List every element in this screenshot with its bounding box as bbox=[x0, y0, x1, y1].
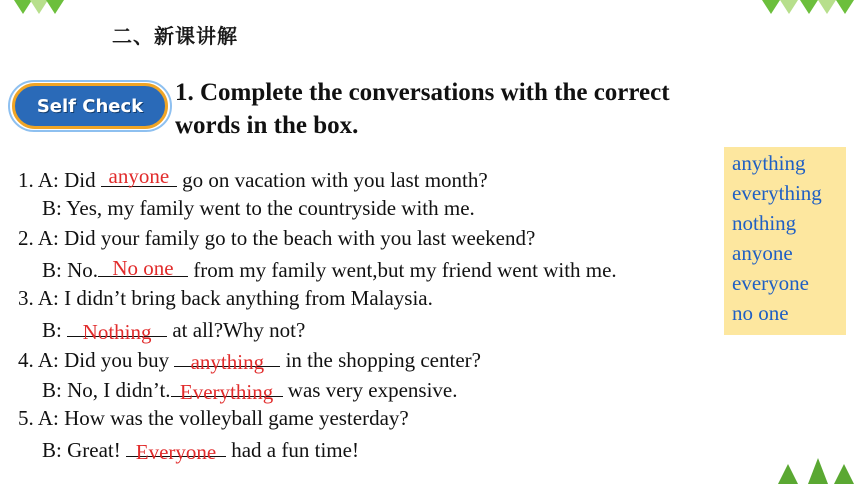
line-text: B: No. bbox=[42, 258, 99, 282]
answer-blank bbox=[126, 436, 226, 464]
badge-label: Self Check bbox=[36, 95, 144, 117]
conversation-line bbox=[42, 316, 305, 343]
line-text: B: No, I didn’t. bbox=[42, 378, 171, 402]
line-text: go on vacation with you last month? bbox=[176, 168, 488, 192]
tree-icon bbox=[834, 464, 854, 484]
word-item: no one bbox=[732, 301, 789, 325]
instruction-heading bbox=[175, 76, 775, 142]
leaf-icon bbox=[836, 0, 854, 14]
line-text: at all?Why not? bbox=[167, 318, 306, 342]
answer-blank bbox=[174, 346, 280, 374]
answer-text: Nothing bbox=[82, 320, 152, 344]
answer-text: Everyone bbox=[135, 440, 217, 464]
answer-text: anyone bbox=[108, 164, 170, 188]
answer-text: Everything bbox=[179, 380, 274, 404]
answer-text: No one bbox=[112, 256, 174, 280]
answer-blank bbox=[101, 166, 177, 187]
line-text: was very expensive. bbox=[282, 378, 458, 402]
line-text: B: Great! bbox=[42, 438, 126, 462]
word-item: everything bbox=[732, 181, 822, 205]
word-item: everyone bbox=[732, 271, 809, 295]
tree-icon bbox=[778, 464, 798, 484]
word-item: anything bbox=[732, 151, 806, 175]
conversation-line: 3. A: I didn’t bring back anything from Malaysia. bbox=[18, 286, 433, 310]
conversation-line: B: Yes, my family went to the countryside with me. bbox=[42, 196, 475, 220]
top-decoration-band bbox=[0, 0, 860, 22]
answer-blank bbox=[171, 376, 283, 404]
line-text: in the shopping center? bbox=[280, 348, 481, 372]
answer-blank bbox=[98, 256, 188, 280]
section-title: 二、新课讲解 bbox=[112, 24, 238, 48]
word-box bbox=[724, 147, 846, 335]
conversation-line bbox=[18, 166, 488, 193]
line-text: had a fun time! bbox=[225, 438, 359, 462]
conversation-line bbox=[42, 256, 617, 283]
tree-icon bbox=[808, 458, 828, 484]
conversation-line bbox=[18, 346, 481, 373]
leaf-icon bbox=[46, 0, 64, 14]
instruction-line-1: 1. Complete the conversations with the correct bbox=[175, 79, 670, 106]
leaf-icon bbox=[800, 0, 818, 14]
line-text: B: bbox=[42, 318, 68, 342]
conversation-line: 5. A: How was the volleyball game yesterday? bbox=[18, 406, 409, 430]
line-text: 1. A: Did bbox=[18, 168, 101, 192]
conversation-line bbox=[42, 436, 359, 463]
answer-blank bbox=[67, 316, 167, 344]
word-item: anyone bbox=[732, 241, 793, 265]
answer-text: anything bbox=[190, 350, 265, 374]
instruction-line-2: words in the box. bbox=[175, 112, 359, 139]
line-text: from my family went,but my friend went with me. bbox=[188, 258, 617, 282]
leaf-icon bbox=[762, 0, 780, 14]
leaf-icon bbox=[818, 0, 836, 14]
self-check-badge bbox=[12, 83, 168, 129]
conversation-line bbox=[42, 376, 458, 403]
conversation-line: 2. A: Did your family go to the beach with you last weekend? bbox=[18, 226, 536, 250]
leaf-icon bbox=[780, 0, 798, 14]
line-text: 4. A: Did you buy bbox=[18, 348, 175, 372]
word-item: nothing bbox=[732, 211, 797, 235]
